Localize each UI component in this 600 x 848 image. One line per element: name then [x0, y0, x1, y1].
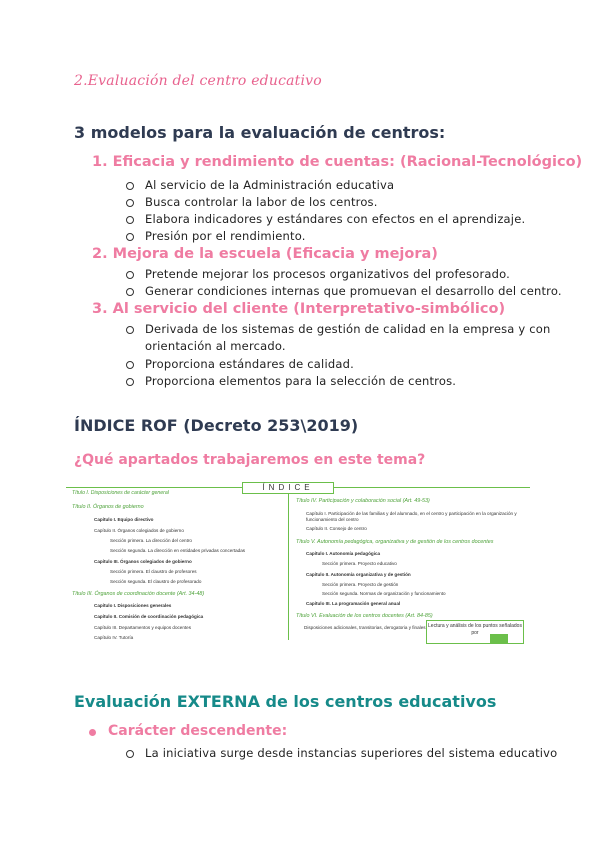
- model-1-item: Elabora indicadores y estándares con efectos en el aprendizaje.: [145, 211, 525, 228]
- rof-heading: ÍNDICE ROF (Decreto 253\2019): [74, 416, 359, 435]
- external-sub: Carácter descendente:: [108, 723, 287, 739]
- index-left-entry: Sección segunda. La dirección en entidades privadas concertadas: [110, 548, 246, 553]
- index-left-entry: Título I. Disposiciones de carácter general: [72, 490, 169, 496]
- index-left-entry: Capítulo III. Órganos colegiados de gobierno: [94, 559, 192, 564]
- index-right-entry: Disposiciones adicionales, transitorias, derogatoria y finales: [304, 625, 426, 630]
- rof-question: ¿Qué apartados trabajaremos en este tema?: [74, 452, 426, 468]
- index-left-entry: Capítulo II. Órganos colegiados de gobierno: [94, 528, 184, 533]
- index-left-entry: Capítulo IV. Tutoría: [94, 635, 134, 640]
- model-3-item-cont: orientación al mercado.: [145, 339, 286, 353]
- models-heading: 3 modelos para la evaluación de centros:: [74, 123, 446, 142]
- index-left-entry: Sección primera. La dirección del centro: [110, 538, 192, 543]
- index-left-entry: Capítulo III. Departamentos y equipos docentes: [94, 625, 192, 630]
- index-right-entry: Título V. Autonomía pedagógica, organizativa y de gestión de los centros docentes: [296, 539, 494, 545]
- model-1-heading: 1. Eficacia y rendimiento de cuentas: (Racional-Tecnológico): [92, 154, 583, 170]
- index-right-entry: Capítulo II. Consejo de centro: [306, 526, 367, 531]
- external-item: La iniciativa surge desde instancias superiores del sistema educativo: [145, 745, 557, 762]
- index-left-entry: Título II. Órganos de gobierno: [72, 504, 144, 510]
- index-title: ÍNDICE: [242, 482, 334, 494]
- index-left-entry: Sección primera. El claustro de profesores: [110, 569, 197, 574]
- model-3-item: Proporciona estándares de calidad.: [145, 356, 354, 373]
- index-right-entry: Capítulo I. Participación de las familias y del alumnado, en el centro y participación en la organización y funcionamiento del centro: [306, 511, 517, 522]
- index-right-entry: Capítulo III. La programación general anual: [306, 601, 401, 606]
- index-right-entry: Sección primera. Proyecto de gestión: [322, 582, 399, 587]
- divider: [288, 490, 289, 640]
- model-2-item: Pretende mejorar los procesos organizativos del profesorado.: [145, 266, 510, 283]
- model-3-item: Derivada de los sistemas de gestión de calidad en la empresa y con: [145, 321, 551, 338]
- arrow-icon: [490, 634, 508, 644]
- index-left-entry: Sección segunda. El claustro de profesorado: [110, 579, 202, 584]
- model-1-item: Al servicio de la Administración educativa: [145, 177, 394, 194]
- index-left-entry: Capítulo I. Disposiciones generales: [94, 603, 172, 608]
- model-2-item: Generar condiciones internas que promuevan el desarrollo del centro.: [145, 283, 562, 300]
- index-left-entry: Capítulo II. Comisión de coordinación pedagógica: [94, 614, 204, 619]
- index-right-entry: Título VI. Evaluación de los centros docentes (Art. 84-85): [296, 613, 433, 619]
- model-1-item: Presión por el rendimiento.: [145, 228, 306, 245]
- index-left-entry: Título III. Órganos de coordinación docente (Art. 34-48): [72, 591, 205, 597]
- model-3-heading: 3. Al servicio del cliente (Interpretativo-simbólico): [92, 301, 506, 317]
- model-3-item: Proporciona elementos para la selección de centros.: [145, 373, 456, 390]
- index-right-entry: Sección primera. Proyecto educativo: [322, 561, 397, 566]
- index-image: [66, 482, 530, 644]
- external-heading: Evaluación EXTERNA de los centros educativos: [74, 692, 497, 711]
- index-left-entry: Capítulo I. Equipo directivo: [94, 517, 154, 522]
- index-right-entry: Título IV. Participación y colaboración social (Art. 49-53): [296, 498, 430, 504]
- index-right-entry: Capítulo II. Autonomía organizativa y de gestión: [306, 572, 411, 577]
- index-right-entry: Sección segunda. Normas de organización y funcionamiento: [322, 591, 446, 596]
- note-box: Lectura y análisis de los puntos señalados por: [426, 620, 524, 644]
- model-1-item: Busca controlar la labor de los centros.: [145, 194, 378, 211]
- section-title: 2.Evaluación del centro educativo: [74, 73, 322, 89]
- model-2-heading: 2. Mejora de la escuela (Eficacia y mejora): [92, 246, 438, 262]
- index-right-entry: Capítulo I. Autonomía pedagógica: [306, 551, 381, 556]
